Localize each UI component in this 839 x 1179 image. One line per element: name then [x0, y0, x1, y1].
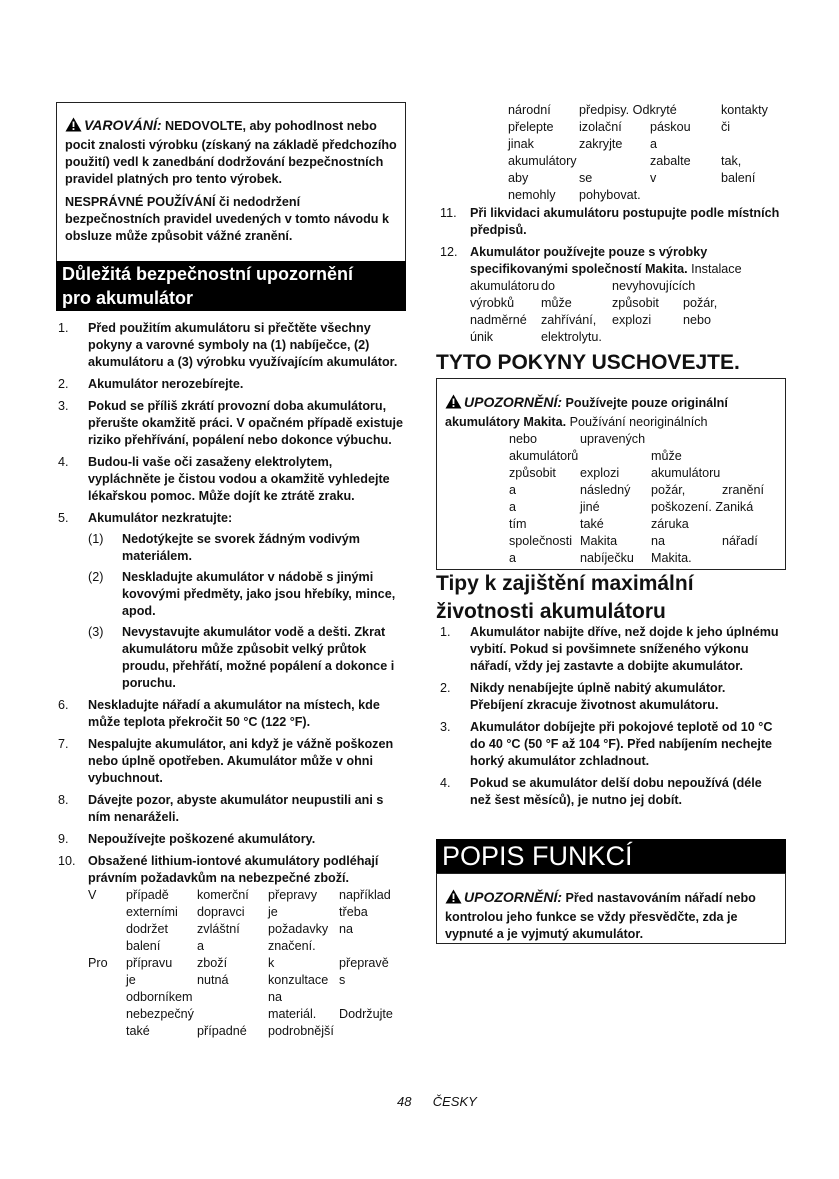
grid-word: národní	[508, 103, 551, 117]
page-number: 48	[397, 1094, 412, 1109]
sub-item-text: Neskladujte akumulátor v nádobě s jinými kovovými předměty, jako jsou hřebíky, mince, apod.	[122, 570, 396, 618]
grid-word	[88, 904, 126, 921]
grid-word: akumulátoru	[651, 466, 721, 480]
grid-word: zboží	[197, 956, 228, 970]
grid-word: nemohly	[508, 188, 556, 202]
tips-heading	[436, 570, 694, 626]
grid-word	[339, 938, 405, 955]
list-item	[440, 680, 780, 714]
grid-word: také	[580, 517, 604, 531]
item-number: 4.	[58, 455, 69, 469]
grid-word: Pro	[88, 956, 108, 970]
warning-box	[56, 102, 406, 262]
grid-word	[650, 187, 721, 204]
grid-word	[88, 972, 126, 989]
grid-word: explozi	[612, 313, 652, 327]
grid-word: záruka	[651, 517, 689, 531]
grid-word: páskou	[650, 120, 691, 134]
item-10-justified-text	[88, 887, 406, 1040]
grid-word	[722, 516, 777, 533]
item-number: 2.	[440, 681, 451, 695]
grid-word: například	[339, 888, 391, 902]
list-item	[58, 736, 406, 787]
grid-word	[612, 329, 683, 346]
grid-word: a	[197, 939, 205, 953]
battery-section-heading	[56, 261, 406, 311]
grid-word: podrobnější	[268, 1024, 334, 1038]
item-number: 5.	[58, 511, 69, 525]
list-item	[58, 831, 406, 848]
item-10-continuation	[508, 102, 781, 204]
grid-word: akumulátoru	[470, 279, 540, 293]
grid-word: k	[268, 956, 275, 970]
grid-word: nebo	[683, 313, 712, 327]
grid-word: balení	[721, 171, 756, 185]
grid-word: jiné	[580, 500, 600, 514]
item-text-bold: Akumulátor používejte pouze s výrobky specifikovanými společností Makita.	[470, 245, 708, 276]
item-number: 9.	[58, 832, 69, 846]
grid-word: také	[126, 1024, 150, 1038]
item-number: 12.	[440, 245, 458, 259]
grid-word: únik	[470, 330, 494, 344]
item-text: Akumulátor nezkratujte:	[88, 511, 233, 525]
grid-word: Makita	[580, 534, 618, 548]
warning-triangle-icon	[445, 394, 462, 414]
item-text: Před použitím akumulátoru si přečtěte všechny pokyny a varovné symboly na (1) nabíječce, (2) akumulátoru a (3) výrobku využívajícím akumulátor.	[88, 321, 398, 369]
grid-word	[88, 989, 126, 1006]
list-item	[58, 376, 406, 393]
grid-word	[88, 1023, 126, 1040]
grid-word: nadměrné	[470, 313, 527, 327]
warning-title: VAROVÁNÍ:	[84, 117, 162, 133]
list-item	[58, 792, 406, 826]
item-number: 4.	[440, 776, 451, 790]
grid-word: odborníkem	[126, 990, 193, 1004]
caution-title: UPOZORNĚNÍ:	[464, 889, 562, 905]
list-item	[58, 510, 406, 692]
item-number: 8.	[58, 793, 69, 807]
grid-word: Dodržujte	[339, 1007, 393, 1021]
grid-word: jinak	[508, 137, 534, 151]
tips-heading-line-2: životnosti akumulátoru	[436, 600, 666, 623]
list-item	[440, 624, 780, 675]
list-item	[58, 853, 406, 887]
grid-word: zvláštní	[197, 922, 240, 936]
grid-word: může	[541, 296, 572, 310]
item-text: Při likvidaci akumulátoru postupujte podle místních předpisů.	[470, 206, 780, 237]
grid-word: V	[88, 888, 97, 902]
grid-word: nebezpečný	[126, 1007, 194, 1021]
item-number: 2.	[58, 377, 69, 391]
grid-word: způsobit	[509, 466, 556, 480]
list-item	[440, 244, 780, 278]
grid-word: dopravci	[197, 905, 245, 919]
grid-word: v	[650, 171, 657, 185]
grid-word: tak,	[721, 154, 742, 168]
grid-word	[197, 989, 268, 1006]
item-text: Pokud se příliš zkrátí provozní doba akumulátoru, přerušte okamžitě práci. V opačném případě existuje riziko přehřívání, popálení nebo dokonce výbuchu.	[88, 399, 403, 447]
grid-word: izolační	[579, 120, 622, 134]
list-item	[58, 697, 406, 731]
page-language: ČESKY	[432, 1094, 477, 1109]
list-item	[440, 205, 780, 239]
warning-triangle-icon	[65, 117, 82, 137]
item-12-justified-text	[470, 278, 780, 346]
grid-word: tím	[509, 517, 527, 531]
grid-word: komerční	[197, 888, 249, 902]
grid-word: či	[721, 120, 731, 134]
item-text: Pokud se akumulátor delší dobu nepoužívá (déle než šest měsíců), je nutno jej dobít.	[470, 776, 762, 807]
grid-word	[721, 136, 781, 153]
grid-word: přepravě	[339, 956, 389, 970]
grid-word: upravených	[580, 432, 646, 446]
grid-word	[650, 102, 721, 119]
sub-list-item	[88, 569, 406, 620]
grid-word: a	[509, 551, 517, 565]
caution-box-functions	[436, 873, 786, 944]
list-item	[440, 775, 780, 809]
grid-word: nevyhovujících	[612, 279, 696, 293]
list-item	[58, 454, 406, 505]
tips-list	[440, 624, 780, 814]
functions-heading: POPIS FUNKCÍ	[436, 839, 786, 873]
sub-item-number: (2)	[88, 570, 104, 584]
grid-word: případě	[126, 888, 169, 902]
grid-word: pohybovat.	[579, 188, 641, 202]
grid-word: následný	[580, 483, 631, 497]
grid-word: a	[509, 500, 517, 514]
grid-word	[683, 329, 743, 346]
grid-word: zakryjte	[579, 137, 623, 151]
grid-word	[722, 465, 777, 482]
sub-item-number: (1)	[88, 532, 104, 546]
grid-word: zahřívání,	[541, 313, 597, 327]
grid-word	[721, 187, 781, 204]
grid-word: přípravu	[126, 956, 173, 970]
caution-text: Před nastavováním nářadí nebo kontrolou jeho funkce se vždy přesvědčte, zda je vypnuté a je vyjmutý akumulátor.	[445, 891, 756, 941]
item-text: Dávejte pozor, abyste akumulátor neupustili ani s ním nenaráželi.	[88, 793, 384, 824]
item-number: 3.	[58, 399, 69, 413]
list-item	[440, 719, 780, 770]
grid-word: aby	[508, 171, 529, 185]
grid-word: konzultace	[268, 973, 329, 987]
tips-heading-line-1: Tipy k zajištění maximální	[436, 572, 694, 595]
grid-word	[339, 1023, 405, 1040]
grid-word: nářadí	[722, 534, 758, 548]
caution-justified-text	[509, 431, 777, 567]
grid-word: výrobků	[470, 296, 515, 310]
page-footer	[397, 1094, 477, 1109]
grid-word: na	[339, 922, 354, 936]
grid-word	[197, 1006, 268, 1023]
grid-word: a	[509, 483, 517, 497]
grid-word	[88, 1006, 126, 1023]
item-number: 3.	[440, 720, 451, 734]
disposal-list	[440, 205, 780, 346]
grid-word: a	[650, 137, 658, 151]
item-number: 6.	[58, 698, 69, 712]
grid-word: zranění	[722, 483, 765, 497]
grid-word	[339, 989, 405, 1006]
item-text: Akumulátor dobíjejte při pokojové teplotě od 10 °C do 40 °C (50 °F až 104 °F). Před nabíjením nechejte horký akumulátor zchladnout.	[470, 720, 773, 768]
grid-word: do	[541, 279, 556, 293]
item-text: Budou-li vaše oči zasaženy elektrolytem, vypláchněte je čistou vodou a okamžitě vyhledejte lékařskou pomoc. Může dojít ke ztrátě zraku.	[88, 455, 390, 503]
grid-word	[580, 448, 651, 465]
item-text: Nespalujte akumulátor, ani když je vážně poškozen nebo úplně opotřeben. Akumulátor může v ohni vybuchnout.	[88, 737, 394, 785]
item-text: Nepoužívejte poškozené akumulátory.	[88, 832, 316, 846]
grid-word: je	[268, 905, 278, 919]
grid-word	[683, 278, 743, 295]
grid-word: přepravy	[268, 888, 317, 902]
grid-word: s	[339, 973, 346, 987]
grid-word	[722, 448, 777, 465]
sub-list-item	[88, 531, 406, 565]
grid-word	[651, 431, 722, 448]
item-number: 10.	[58, 854, 76, 868]
grid-word: kontakty	[721, 103, 768, 117]
grid-word: na	[651, 534, 666, 548]
item-text: Neskladujte nářadí a akumulátor na místech, kde může teplota překročit 50 °C (122 °F).	[88, 698, 380, 729]
grid-word: nebo	[509, 432, 538, 446]
grid-word: materiál.	[268, 1007, 317, 1021]
grid-word: značení.	[268, 939, 316, 953]
caution-bold-1: Používejte pouze originální	[565, 396, 728, 410]
grid-word: může	[651, 449, 682, 463]
grid-word: nutná	[197, 973, 229, 987]
item-text: Akumulátor nabijte dříve, než dojde k jeho úplnému vybití. Pokud si povšimnete sníženého výkonu nářadí, vždy jej zastavte a dobijte akumulátor.	[470, 625, 779, 673]
grid-word: způsobit	[612, 296, 659, 310]
item-number: 1.	[58, 321, 69, 335]
grid-word: akumulátory	[508, 154, 577, 168]
warning-text-2: NESPRÁVNÉ POUŽÍVÁNÍ či nedodržení bezpečnostních pravidel uvedených v tomto návodu k obsluze může způsobit vážné zranění.	[65, 195, 390, 243]
grid-word	[88, 938, 126, 955]
item-text-normal: Instalace	[691, 262, 742, 276]
grid-word: zabalte	[650, 154, 691, 168]
grid-word	[722, 499, 777, 516]
grid-word	[88, 921, 126, 938]
warning-lead-text: NEDOVOLTE, aby pohodlnost nebo pocit znalosti výrobku (získaný na základě předchozího použití) vedl k zanedbání dodržování bezpečnostních pravidel platných pro tento výrobek.	[65, 119, 397, 186]
battery-heading-line-2: pro akumulátor	[62, 288, 194, 308]
sub-list-item	[88, 624, 406, 692]
caution-bold-2: akumulátory Makita.	[445, 415, 567, 429]
grid-word: přelepte	[508, 120, 554, 134]
sub-item-text: Nevystavujte akumulátor vodě a dešti. Zkrat akumulátoru může způsobit velký průtok proudu, přehřátí, možné popálení a dokonce i poruchu.	[122, 625, 395, 690]
grid-word: je	[126, 973, 136, 987]
grid-word: na	[268, 990, 283, 1004]
grid-word: Makita.	[651, 551, 692, 565]
item-number: 7.	[58, 737, 69, 751]
grid-word: požár,	[683, 296, 718, 310]
item-number: 1.	[440, 625, 451, 639]
grid-word: explozi	[580, 466, 620, 480]
grid-word: společnosti	[509, 534, 573, 548]
grid-word: poškození. Zaniká	[651, 500, 754, 514]
grid-word	[722, 431, 777, 448]
list-item	[58, 398, 406, 449]
sub-item-text: Nedotýkejte se svorek žádným vodivým materiálem.	[122, 532, 360, 563]
grid-word: třeba	[339, 905, 368, 919]
list-item	[58, 320, 406, 371]
item-text: Akumulátor nerozebírejte.	[88, 377, 244, 391]
grid-word: požadavky	[268, 922, 329, 936]
item-number: 11.	[440, 206, 457, 220]
grid-word: elektrolytu.	[541, 330, 602, 344]
grid-word	[722, 550, 777, 567]
item-text: Nikdy nenabíjejte úplně nabitý akumulátor. Přebíjení zkracuje životnost akumulátoru.	[470, 681, 726, 712]
caution-normal: Používání neoriginálních	[569, 415, 708, 429]
grid-word: se	[579, 171, 593, 185]
sub-item-number: (3)	[88, 625, 104, 639]
item-text: Obsažené lithium-iontové akumulátory podléhají právním požadavkům na nebezpečné zboží.	[88, 854, 379, 885]
grid-word: akumulátorů	[509, 449, 579, 463]
grid-word: externími	[126, 905, 178, 919]
grid-word	[579, 153, 650, 170]
keep-instructions-heading: TYTO POKYNY USCHOVEJTE.	[436, 351, 740, 374]
battery-safety-list	[58, 320, 406, 1040]
grid-word: případné	[197, 1024, 247, 1038]
grid-word: nabíječku	[580, 551, 634, 565]
battery-heading-line-1: Důležitá bezpečnostní upozornění	[62, 264, 354, 284]
warning-triangle-icon	[445, 889, 462, 909]
grid-word: dodržet	[126, 922, 169, 936]
grid-word: balení	[126, 939, 161, 953]
caution-title: UPOZORNĚNÍ:	[464, 394, 562, 410]
grid-word: požár,	[651, 483, 686, 497]
caution-box-original-batteries	[436, 378, 786, 570]
grid-word: předpisy. Odkryté	[579, 103, 677, 117]
